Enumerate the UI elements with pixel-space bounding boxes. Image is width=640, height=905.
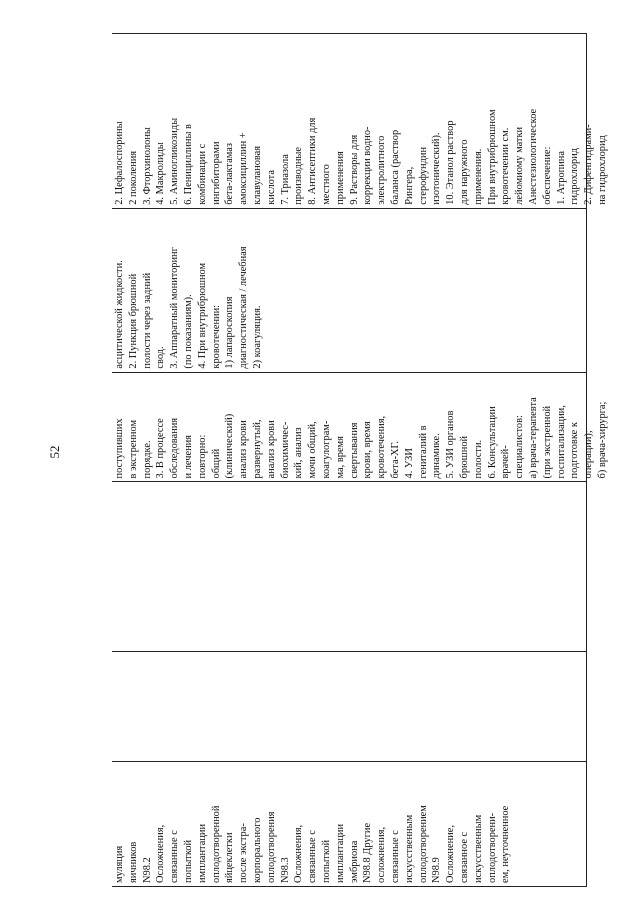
table-cell-line: динамике. (431, 433, 443, 479)
table-cell-line: 6. Пенициллины в (182, 124, 194, 205)
table-cell-line: N98.9 (431, 857, 443, 883)
table-cell-line: баланса (раствор (389, 129, 401, 205)
table-cell-line: кровотечения, (376, 415, 388, 479)
examination-column (112, 373, 608, 483)
table-cell-line: ма, время (334, 436, 346, 479)
table-cell-line: брюшной (458, 435, 470, 479)
table-cell-line: коррекции водно- (362, 126, 374, 205)
table-cell-line: Анестезиологическое (527, 108, 539, 205)
table-cell-line: госпитализации, (555, 405, 567, 479)
table-cell-line: 7. Триазола (279, 154, 291, 205)
table-cell-line: кий, анализ (293, 427, 305, 479)
table-cell-line: 5. УЗИ органов (445, 410, 457, 479)
table-cell-line: производные (293, 146, 305, 205)
table-cell-line: ингибиторами (210, 141, 222, 205)
table-cell-line: для наружного (458, 139, 470, 205)
table-cell-line: 2 поколения (127, 150, 139, 205)
table-cell-line: муляция (114, 845, 125, 883)
table-cell-line: Осложнения, (293, 824, 305, 883)
table-cell-line: в экстренном (127, 419, 139, 479)
table-cell-line: яичников (127, 841, 139, 883)
table-cell-line: При внутрибрюшном (486, 109, 498, 205)
table-cell-line: гениталий в (417, 425, 429, 479)
table-cell-line: бета-лактамаз (224, 143, 236, 205)
table-cell-line: искусственным (403, 814, 415, 883)
table-cell-line: 2. Цефалоспорины (114, 121, 125, 205)
table-cell-line: врачей- (500, 445, 512, 479)
table-cell-line: обследования (169, 417, 181, 479)
table-cell-line: после экстра- (238, 823, 250, 883)
table-cell-line: N98.2 (141, 857, 153, 883)
table-cell-line: 2. Дифенгидрами- (583, 124, 595, 205)
table-cell-line: (клинический) (224, 413, 236, 479)
table-cell-line: яйцеклетки (224, 832, 236, 883)
table-cell-line: операции); (583, 430, 595, 479)
table-cell-line: N98.8 Другие (362, 822, 374, 883)
table-cell-line: б) врача-хирурга; (596, 401, 608, 479)
table-cell-line: порядке. (141, 440, 153, 479)
table-cell-line: бета-ХГ. (389, 441, 401, 479)
empty-column-3 (112, 482, 586, 652)
table-cell-line: применения. (472, 148, 484, 205)
table-cell-line: оплодотворени- (486, 812, 498, 883)
table-cell-line: 4. При внутрибрюшном (196, 262, 208, 369)
table-cell-line: оплодотворения (265, 811, 277, 883)
table-cell-line: полости. (472, 439, 484, 479)
table-cell-line: Осложнение, (445, 825, 457, 883)
table-cell-line: применения (334, 151, 346, 205)
empty-column-2 (112, 652, 586, 762)
table-cell-line: мочи общий, (307, 421, 319, 479)
table-cell-line: анализ крови (238, 420, 250, 479)
table-cell-line: 5. Аминогликозиды (169, 117, 181, 205)
table-cell-line: диагностическая / лечебная (238, 246, 250, 369)
table-cell-line: крови, время (362, 421, 374, 479)
table-cell-line: клавулановая (251, 145, 263, 205)
table-cell-line: местного (320, 164, 332, 205)
page-number: 52 (47, 445, 62, 459)
table-cell-line: электролитного (376, 135, 388, 205)
table-cell-line: искусственным (472, 814, 484, 883)
table-cell-line: подготовке к (569, 422, 581, 479)
table-cell-line: ем, неуточненное (500, 805, 512, 883)
table-cell-line: Осложнения, (155, 824, 167, 883)
rotated-page-content (112, 33, 608, 887)
table-cell-line: развернутый, (251, 419, 263, 479)
table-cell-line: кровотечении см. (500, 127, 512, 205)
table-cell-line: 9. Растворы для (348, 134, 360, 205)
table-cell-line: асцитической жидкости. (114, 260, 125, 369)
table-cell-line: N98.3 (279, 857, 291, 883)
table-cell-line: обеспечение: (541, 146, 553, 205)
table-cell-line: 10. Этанол раствор (445, 120, 457, 205)
table-cell-line: полости через задний (141, 272, 153, 369)
procedures-column (112, 209, 586, 373)
table-cell-line: 3. Фторхинолоны (141, 127, 153, 205)
table-cell-line: 3. Аппаратный мониторинг (169, 247, 181, 369)
table-cell-line: корпорального (251, 817, 263, 883)
table-cell-line: (по показаниям). (182, 294, 194, 369)
table-cell-line: гидрохлорид (569, 147, 581, 205)
table-cell-line: связанные с (169, 830, 181, 883)
table-cell-line: имплантации (334, 823, 346, 883)
table-cell-line: анализ крови (265, 420, 277, 479)
table-cell-line: связанные с (307, 830, 319, 883)
table-cell-line: свод. (155, 346, 167, 369)
table-cell-line: Рингера, (403, 166, 415, 205)
table-cell-line: специалистов: (514, 415, 526, 479)
table-cell-line: оплодотворением (417, 805, 429, 883)
table-cell-line: 1) лапароскопия (224, 296, 236, 369)
table-cell-line: оплодотворенной (210, 805, 222, 883)
table-cell-line: 4. УЗИ (403, 448, 415, 479)
table-cell-line: стерофундин (417, 146, 429, 205)
table-cell-line: свертывания (348, 422, 360, 479)
medications-column (112, 34, 608, 209)
table-cell-line: кислота (265, 170, 277, 205)
table-cell-line: попыткой (182, 839, 194, 883)
table-cell-line: а) врача-терапевта (527, 397, 539, 479)
table-cell-line: эмбриона (348, 840, 360, 883)
table-cell-line: связанное с (458, 831, 470, 883)
table-cell-line: 8. Антисептики для (307, 117, 319, 205)
table-cell-line: кровотечении: (210, 304, 222, 369)
table-cell-line: общий (210, 448, 222, 479)
table-cell-line: изотонический). (431, 132, 443, 205)
table-cell-line: и лечения (182, 435, 194, 479)
clinical-protocol-table (112, 33, 608, 887)
table-cell-line: 2. Пункция брюшной (127, 273, 139, 369)
table-cell-line: 2) коагуляция. (251, 305, 263, 369)
table-cell-line: лейомиому матки (514, 126, 526, 205)
table-cell-line: на гидрохлорид (596, 135, 608, 205)
table-cell-line: 3. В процессе (155, 418, 167, 479)
table-cell-line: 1. Атропина (555, 151, 567, 205)
diagnosis-codes-column (112, 762, 586, 887)
table-cell-line: биохимичес- (279, 421, 291, 479)
table-cell-line: повторно: (196, 434, 208, 479)
table-cell-line: (при экстренной (541, 405, 553, 479)
table-cell-line: осложнения, (376, 826, 388, 883)
table-cell-line: коагулограм- (320, 420, 332, 479)
table-cell-line: амоксициллин + (238, 132, 250, 205)
table-cell-line: комбинации с (196, 143, 208, 205)
table-cell-line: 4. Макролиды (155, 142, 167, 205)
table-cell-line: поступивших (114, 418, 125, 479)
table-cell-line: имплантации (196, 823, 208, 883)
table-cell-line: связанные с (389, 830, 401, 883)
table-cell-line: 6. Консультации (486, 406, 498, 479)
table-cell-line: попыткой (320, 839, 332, 883)
